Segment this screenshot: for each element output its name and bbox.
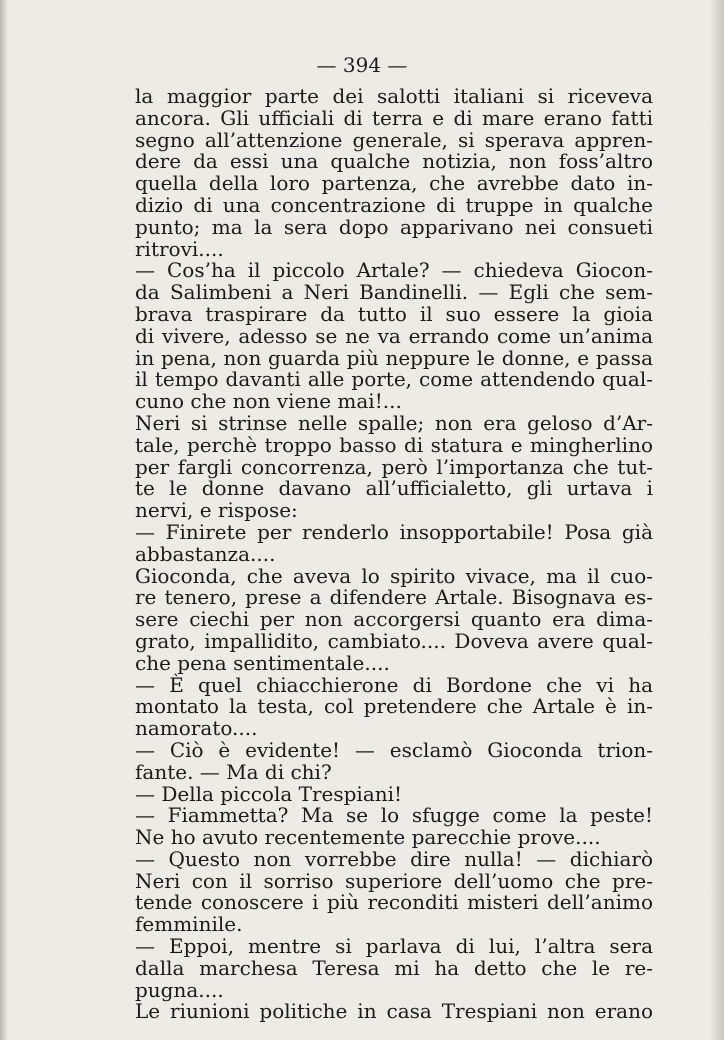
text-line: che pena sentimentale.... [135, 650, 390, 675]
text-line: namorato.... [135, 716, 258, 741]
page-number: — 394 — [316, 53, 408, 77]
body-text [135, 86, 653, 1023]
text-line: — Cos’ha il piccolo Artale? — chiedeva Giocon- [135, 258, 653, 283]
text-line: punto; ma la sera dopo apparivano nei consueti [135, 214, 653, 239]
text-line: da Salimbeni a Neri Bandinelli. — Egli che sem- [135, 280, 653, 305]
text-line: per fargli concorrenza, però l’importanza che tut- [135, 454, 653, 479]
text-line: Neri si strinse nelle spalle; non era geloso d’Ar- [135, 410, 653, 435]
text-line: dalla marchesa Teresa mi ha detto che le re- [135, 955, 653, 980]
text-line: te le donne davano all’ufficialetto, gli urtava i [135, 476, 653, 501]
text-line: Gioconda, che aveva lo spirito vivace, ma il cuo- [135, 563, 653, 588]
text-line: brava traspirare da tutto il suo essere la gioia [135, 301, 653, 326]
text-line: segno all’attenzione generale, si sperava appren- [135, 127, 653, 152]
text-line: — Eppoi, mentre si parlava di lui, l’altra sera [135, 934, 653, 959]
text-line: — Fiammetta? Ma se lo sfugge come la peste! [135, 803, 653, 828]
text-line: femminile. [135, 912, 243, 937]
page-left-edge [0, 0, 8, 1040]
text-line: di vivere, adesso se ne va errando come un’anima [135, 323, 653, 348]
text-line: montato la testa, col pretendere che Artale è in- [135, 694, 653, 719]
text-line: re tenero, prese a difendere Artale. Bisognava es- [135, 585, 653, 610]
text-line: abbastanza.... [135, 541, 276, 566]
text-line: la maggior parte dei salotti italiani si riceveva [135, 84, 653, 108]
text-line: nervi, e rispose: [135, 498, 298, 523]
text-line: cuno che non viene mai!... [135, 389, 402, 414]
text-line: — Finirete per renderlo insopportabile! Posa già [135, 519, 653, 544]
text-line: — Ciò è evidente! — esclamò Gioconda trion- [135, 737, 653, 762]
text-line: sere ciechi per non accorgersi quanto era dima- [135, 607, 653, 632]
text-line: Le riunioni politiche in casa Trespiani non erano [135, 999, 653, 1024]
text-line: tende conoscere i più reconditi misteri dell’animo [135, 890, 653, 915]
text-line: pugna.... [135, 977, 224, 1002]
text-line: grato, impallidito, cambiato.... Doveva avere qual- [135, 628, 653, 653]
text-line: — È quel chiacchierone di Bordone che vi ha [135, 672, 653, 697]
text-line: — Questo non vorrebbe dire nulla! — dichiarò [135, 846, 653, 871]
text-line: Ne ho avuto recentemente parecchie prove.... [135, 825, 601, 850]
text-line: in pena, non guarda più neppure le donne, e passa [135, 345, 653, 370]
text-line: — Della piccola Trespiani! [135, 781, 403, 806]
text-line: dizio di una concentrazione di truppe in qualche [135, 192, 653, 217]
page-right-edge [710, 0, 724, 1040]
text-line: dere da essi una qualche notizia, non foss’altro [135, 149, 653, 174]
text-line: ritrovi.... [135, 236, 224, 261]
text-line: tale, perchè troppo basso di statura e mingherlino [135, 432, 653, 457]
text-line: ancora. Gli ufficiali di terra e di mare erano fatti [135, 105, 653, 130]
text-line: Neri con il sorriso superiore dell’uomo che pre- [135, 868, 653, 893]
text-line: il tempo davanti alle porte, come attendendo qual- [135, 367, 653, 392]
text-line: quella della loro partenza, che avrebbe dato in- [135, 171, 653, 196]
text-line: fante. — Ma di chi? [135, 759, 332, 784]
